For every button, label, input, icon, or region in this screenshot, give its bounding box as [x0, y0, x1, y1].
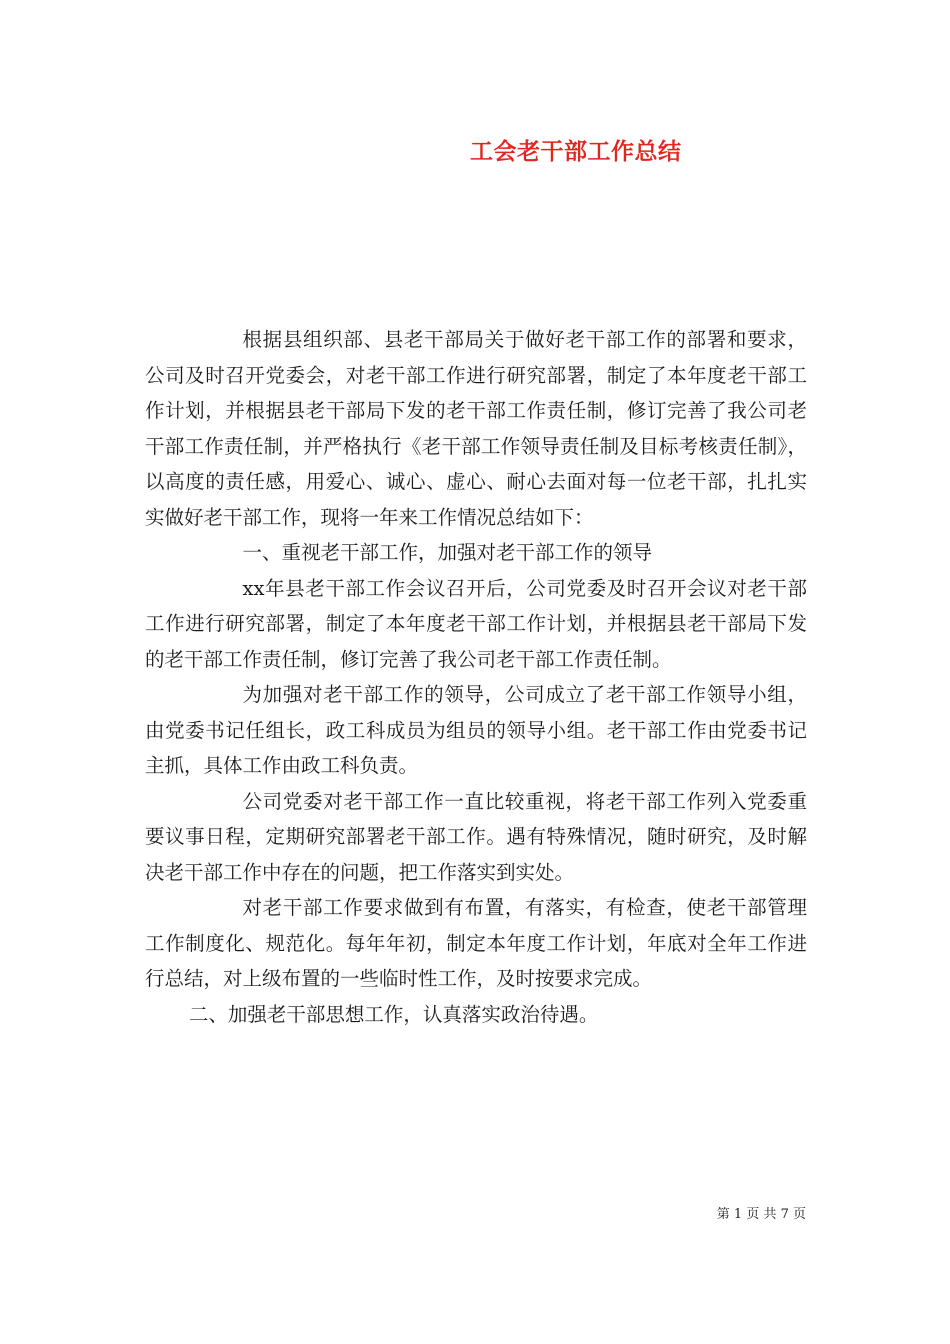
body-paragraph: 公司党委对老干部工作一直比较重视，将老干部工作列入党委重要议事日程，定期研究部署老干部工作。遇有特殊情况，随时研究，及时解决老干部工作中存在的问题，把工作落实到实处。 — [145, 789, 807, 884]
intro-paragraph: 根据县组织部、县老干部局关于做好老干部工作的部署和要求，公司及时召开党委会，对老干部工作进行研究部署，制定了本年度老干部工作计划，并根据县老干部局下发的老干部工作责任制，修订完善了我公司老干部工作责任制，并严格执行《老干部工作领导责任制及目标考核责任制》，以高度的责任感，用爱心、诚心、虚心、耐心去面对每一位老干部，扎扎实实做好老干部工作，现将一年来工作情况总结如下： — [145, 328, 807, 529]
body-paragraph: 对老干部工作要求做到有布置，有落实，有检查，使老干部管理工作制度化、规范化。每年年初，制定本年度工作计划，年底对全年工作进行总结，对上级布置的一些临时性工作，及时按要求完成。 — [145, 896, 807, 990]
body-paragraph: 为加强对老干部工作的领导，公司成立了老干部工作领导小组，由党委书记任组长，政工科成员为组员的领导小组。老干部工作由党委书记主抓，具体工作由政工科负责。 — [145, 683, 807, 777]
page-number-footer: 第 1 页 共 7 页 — [716, 1207, 806, 1222]
section-heading-1: 一、重视老干部工作，加强对老干部工作的领导 — [242, 541, 653, 564]
document-body — [145, 322, 807, 1032]
document-title: 工会老干部工作总结 — [470, 138, 682, 165]
body-paragraph: xx年县老干部工作会议召开后，公司党委及时召开会议对老干部工作进行研究部署，制定了本年度老干部工作计划，并根据县老干部局下发的老干部工作责任制，修订完善了我公司老干部工作责任制。 — [145, 576, 807, 671]
section-heading-2: 二、加强老干部思想工作，认真落实政治待遇。 — [188, 1002, 599, 1026]
